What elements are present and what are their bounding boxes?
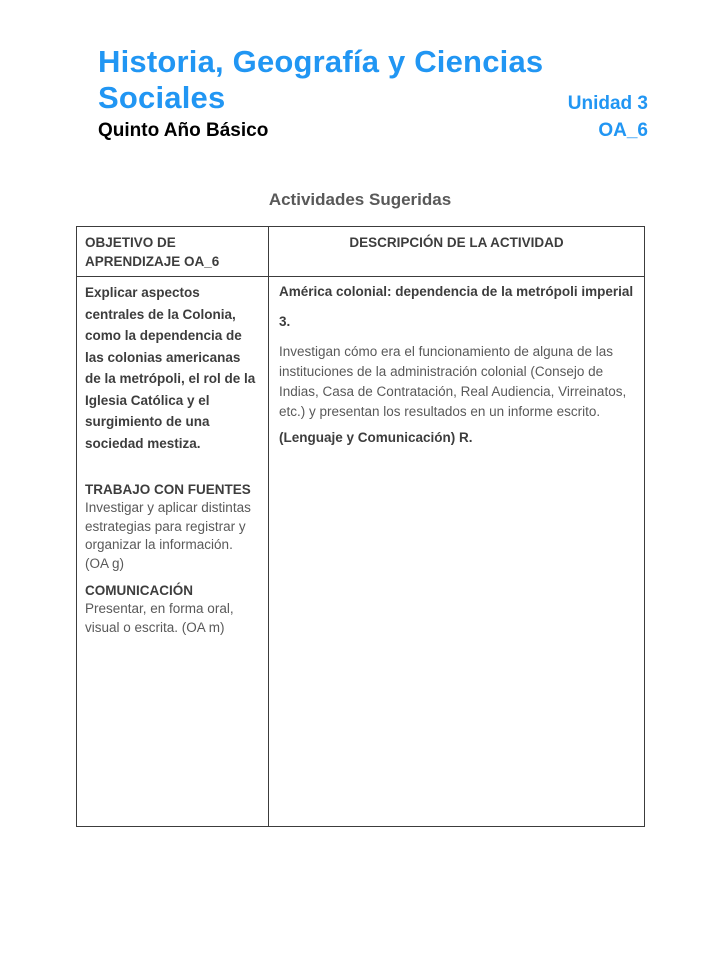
communication-heading: COMUNICACIÓN: [85, 582, 193, 598]
section-title: Actividades Sugeridas: [268, 190, 452, 209]
column-header-objective: OBJETIVO DE APRENDIZAJE OA_6: [77, 227, 269, 277]
work-with-sources-heading: TRABAJO CON FUENTES: [85, 482, 251, 497]
subject-title: Historia, Geografía y Ciencias Sociales: [98, 44, 544, 115]
table-header-row: [77, 227, 645, 277]
activity-description: Investigan cómo era el funcionamiento de alguna de las instituciones de la administración colonial (Consejo de Indias, Casa de Contratación, Real Audiencia, Virreinatos, etc.) y presentan los resultados en un informe escrito.: [279, 343, 627, 419]
table-row: [77, 277, 645, 827]
learning-objective-text: Explicar aspectos centrales de la Colonia, como la dependencia de las colonias americanas de la metrópoli, el rol de la Iglesia Católica y el surgimiento de una sociedad mestiza.: [85, 285, 256, 451]
header-left-block: [98, 44, 568, 144]
objective-cell: [77, 277, 269, 827]
header-right-block: [568, 90, 648, 144]
activity-subject-reference: (Lenguaje y Comunicación) R.: [279, 429, 473, 445]
activity-title: América colonial: dependencia de la metrópoli imperial: [279, 284, 634, 299]
work-with-sources-text: Investigar y aplicar distintas estrategias para registrar y organizar la información. (OA g): [85, 500, 251, 572]
activity-number: 3.: [279, 313, 291, 329]
grade-level: Quinto Año Básico: [98, 120, 269, 141]
oa-code: OA_6: [598, 120, 648, 141]
document-page: [0, 44, 720, 976]
communication-text: Presentar, en forma oral, visual o escrita. (OA m): [85, 600, 234, 635]
activity-cell: [269, 277, 645, 827]
unit-label: Unidad 3: [567, 93, 648, 114]
activities-table: [76, 226, 645, 827]
column-header-description: DESCRIPCIÓN DE LA ACTIVIDAD: [269, 227, 645, 277]
document-header: [98, 44, 648, 144]
